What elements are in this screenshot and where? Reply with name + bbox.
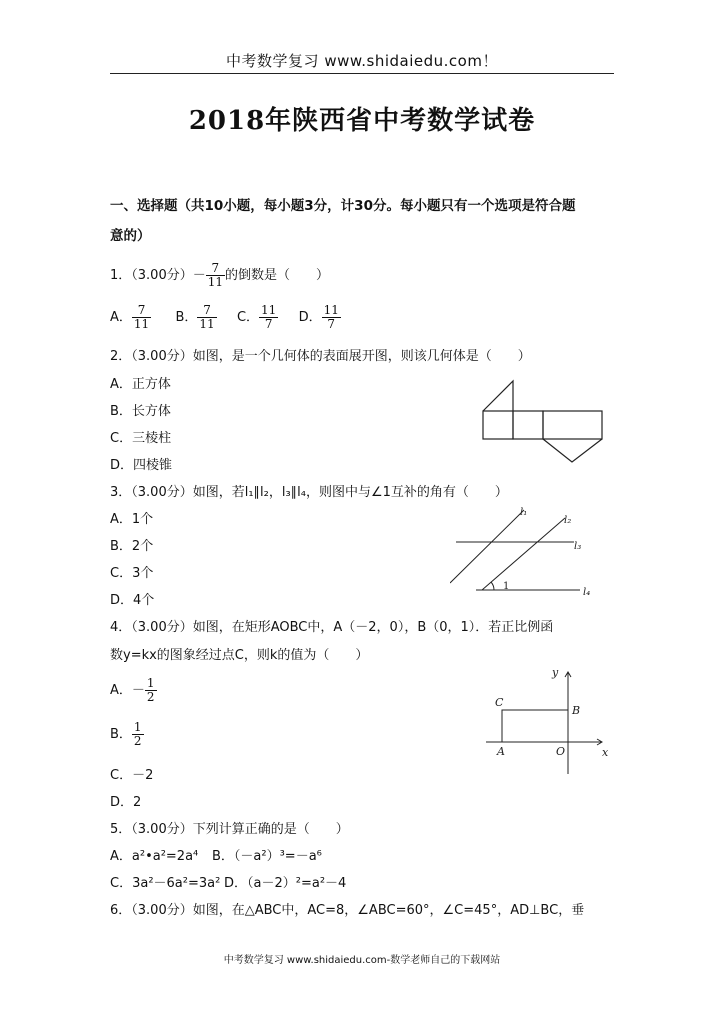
label-o: O <box>556 745 566 758</box>
label-l1: l₁ <box>520 507 528 518</box>
q4-option-a-num: 1 <box>146 676 155 690</box>
q4-coordinate-figure <box>482 664 612 776</box>
q3-option-c: C．3个 <box>110 566 154 581</box>
q1-options <box>110 304 341 331</box>
q1-frac-den: 11 <box>207 275 223 289</box>
q3-parallel-lines-figure <box>450 503 600 598</box>
q2-option-b: B．长方体 <box>110 404 171 419</box>
q4-option-a-label: A． <box>110 683 132 698</box>
page-title: 2018年陕西省中考数学试卷 <box>188 106 536 136</box>
q2-option-a: A．正方体 <box>110 377 171 392</box>
net-face-1 <box>483 411 513 439</box>
q1-option-c <box>236 303 278 331</box>
page-footer: 中考数学复习 www.shidaiedu.com-数学老师自己的下载网站 <box>223 955 501 966</box>
q4-option-c: C．－2 <box>110 768 154 783</box>
rectangle-aobc <box>502 710 568 742</box>
label-b: B <box>572 704 581 717</box>
q5-option-c: C．3a²－6a²=3a² <box>110 876 221 891</box>
net-bottom-triangle <box>543 439 602 462</box>
q1-option-c-den: 7 <box>259 317 278 331</box>
line-l2 <box>482 518 565 590</box>
label-x: x <box>602 746 609 759</box>
label-a: A <box>497 745 505 758</box>
q3-option-b: B．2个 <box>110 539 154 554</box>
net-face-2 <box>513 411 543 439</box>
q1-option-b <box>175 303 216 331</box>
question-6-stem: 6．（3.00分）如图，在△ABC中，AC=8，∠ABC=60°，∠C=45°，AD⊥BC，垂 <box>110 903 585 918</box>
q3-option-a: A．1个 <box>110 512 154 527</box>
q1-option-d <box>298 303 341 331</box>
q1-frac-num: 7 <box>211 261 220 275</box>
q1-option-a <box>110 303 151 331</box>
q1-option-a-label: A． <box>110 310 132 325</box>
q4-option-d: D．2 <box>110 795 142 810</box>
q4-option-b-num: 1 <box>133 720 142 734</box>
label-l4: l₄ <box>583 587 591 598</box>
q4-option-a <box>110 677 157 704</box>
q1-suffix: 的倒数是（ ） <box>225 268 330 283</box>
angle-1-arc <box>491 582 494 590</box>
label-l2: l₂ <box>564 515 572 526</box>
q5-option-d: D．（a－2）²=a²－4 <box>224 876 347 891</box>
q1-option-a-den: 11 <box>133 317 150 331</box>
section-heading-line1: 一、选择题（共10小题，每小题3分，计30分。每小题只有一个选项是符合题 <box>110 198 576 214</box>
q1-prefix: 1．（3.00分）－ <box>110 268 206 283</box>
question-2-stem: 2．（3.00分）如图，是一个几何体的表面展开图，则该几何体是（ ） <box>110 349 531 364</box>
page-header: 中考数学复习 www.shidaiedu.com！ <box>226 52 498 70</box>
section-heading-line2: 意的） <box>110 228 151 244</box>
question-4-stem-line2: 数y=kx的图象经过点C，则k的值为（ ） <box>110 648 369 663</box>
q1-option-b-den: 11 <box>199 317 215 331</box>
q1-option-d-num: 11 <box>323 303 339 317</box>
label-c: C <box>495 696 504 709</box>
q3-option-d: D．4个 <box>110 593 155 608</box>
q1-option-c-num: 11 <box>261 303 277 317</box>
header-divider <box>110 73 614 74</box>
q5-option-a: A．a²•a²=2a⁴ <box>110 849 199 864</box>
q4-option-b-label: B． <box>110 727 132 742</box>
q1-fraction <box>206 262 225 289</box>
question-4-stem-line1: 4．（3.00分）如图，在矩形AOBC中，A（－2，0），B（0，1）．若正比例函 <box>110 620 554 635</box>
question-1 <box>110 262 329 289</box>
q1-option-d-label: D． <box>298 310 322 325</box>
q4-option-b-den: 2 <box>133 734 142 748</box>
q1-option-d-den: 7 <box>322 317 341 331</box>
q1-option-b-label: B． <box>175 310 198 325</box>
q1-option-b-num: 7 <box>203 303 211 317</box>
label-y: y <box>552 666 559 679</box>
line-l1 <box>450 510 524 583</box>
label-angle-1: 1 <box>503 581 510 592</box>
question-5-stem: 5．（3.00分）下列计算正确的是（ ） <box>110 822 349 837</box>
q4-option-a-sign: － <box>131 683 145 698</box>
net-top-triangle <box>483 381 513 411</box>
q4-option-b <box>110 721 144 748</box>
net-face-3 <box>543 411 602 439</box>
q4-option-a-den: 2 <box>146 690 155 704</box>
question-3-stem: 3．（3.00分）如图，若l₁∥l₂，l₃∥l₄，则图中与∠1互补的角有（ ） <box>110 485 508 500</box>
q2-option-d: D．四棱锥 <box>110 458 173 473</box>
q1-option-a-num: 7 <box>137 303 146 317</box>
q2-option-c: C．三棱柱 <box>110 431 172 446</box>
label-l3: l₃ <box>574 541 582 552</box>
q5-option-b: B．（－a²）³=－a⁶ <box>212 849 322 864</box>
q1-option-c-label: C． <box>236 310 260 325</box>
q2-net-figure <box>478 378 618 464</box>
